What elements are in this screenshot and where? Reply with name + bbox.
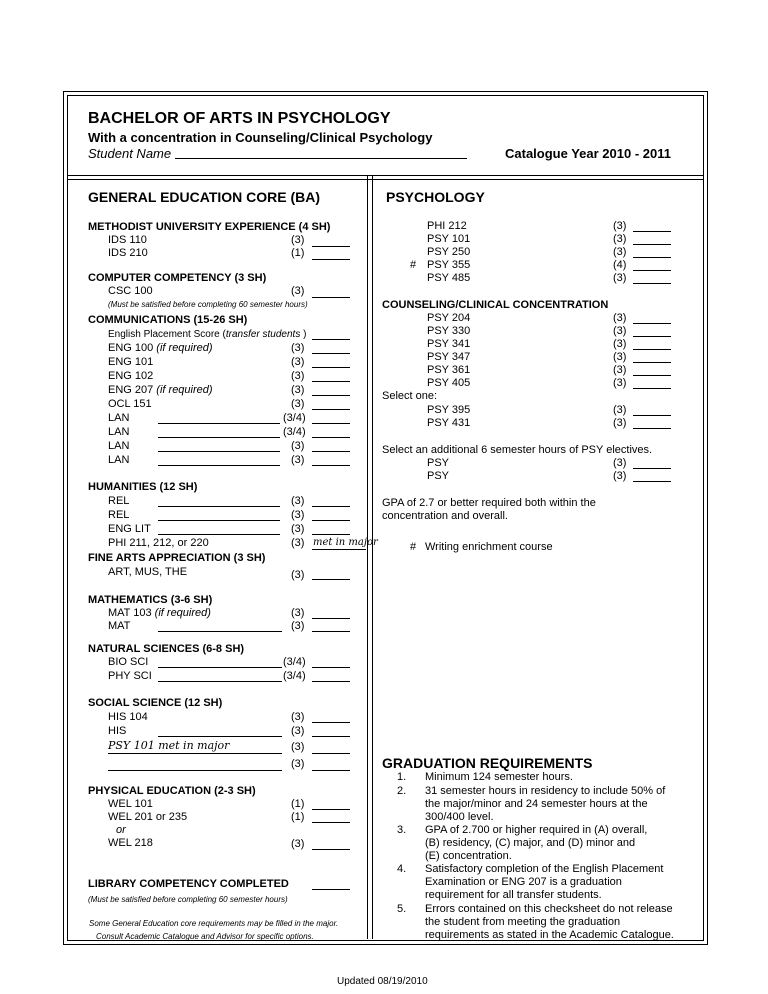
course-psy431: PSY 431 [427, 417, 471, 429]
hours-phy-sci: (3/4) [283, 670, 306, 682]
social-heading: SOCIAL SCIENCE (12 SH) [88, 697, 223, 709]
blank-art-mus-the[interactable] [312, 579, 350, 580]
hours-mat: (3) [291, 620, 305, 632]
hours-psy250: (3) [613, 246, 627, 258]
blank-eng100[interactable] [312, 353, 350, 354]
library-note: (Must be satisfied before completing 60 semester hours) [88, 895, 288, 904]
hours-lan-1: (3/4) [283, 412, 306, 424]
blank-psy101[interactable] [633, 244, 671, 245]
course-phy-sci: PHY SCI [108, 670, 152, 682]
hours-social-elective-1: (3) [291, 741, 305, 753]
blank-phy-sci[interactable] [312, 681, 350, 682]
pe-or: or [116, 824, 126, 836]
grad-num-4: 4. [397, 863, 407, 875]
lan-3-field[interactable] [158, 451, 280, 452]
course-eng207-code: ENG 207 [108, 384, 154, 396]
hours-psy395: (3) [613, 404, 627, 416]
blank-psy361[interactable] [633, 375, 671, 376]
grad-item-2-line1: 31 semester hours in residency to include 50% of [425, 785, 666, 797]
course-eng-lit: ENG LIT [108, 523, 151, 535]
course-psy405: PSY 405 [427, 377, 471, 389]
hours-art-mus-the: (3) [291, 569, 305, 581]
blank-ids110[interactable] [312, 246, 350, 247]
course-psy341: PSY 341 [427, 338, 471, 350]
lan-2-field[interactable] [158, 437, 280, 438]
social-elective-2-field[interactable] [108, 770, 282, 771]
blank-psy330[interactable] [633, 336, 671, 337]
library-heading: LIBRARY COMPETENCY COMPLETED [88, 878, 289, 890]
blank-bio-sci[interactable] [312, 667, 350, 668]
placement-score-label [108, 329, 306, 340]
course-wel218: WEL 218 [108, 837, 153, 849]
grad-num-2: 2. [397, 785, 407, 797]
hours-psy330: (3) [613, 325, 627, 337]
blank-library[interactable] [312, 889, 350, 890]
gpa-note-line2: concentration and overall. [382, 510, 508, 522]
course-art-mus-the: ART, MUS, THE [108, 566, 188, 578]
hours-psy-elective-2: (3) [613, 470, 627, 482]
hours-lan-4: (3) [291, 454, 305, 466]
grad-item-5-line2: the student from meeting the graduation [425, 916, 621, 928]
blank-rel-2[interactable] [312, 520, 350, 521]
grad-num-3: 3. [397, 824, 407, 836]
student-name-label: Student Name [88, 146, 172, 161]
hours-ids210: (1) [291, 247, 305, 259]
course-eng207 [108, 384, 213, 396]
blank-lan-2[interactable] [312, 437, 350, 438]
course-his104: HIS 104 [108, 711, 148, 723]
course-wel101: WEL 101 [108, 798, 153, 810]
hours-csc100: (3) [291, 285, 305, 297]
course-ocl151: OCL 151 [108, 398, 152, 410]
his-field[interactable] [158, 736, 282, 737]
hours-phi212: (3) [613, 220, 627, 232]
blank-psy341[interactable] [633, 349, 671, 350]
course-ids110: IDS 110 [108, 234, 147, 246]
placement-suffix: ) [300, 329, 307, 340]
humanities-heading: HUMANITIES (12 SH) [88, 481, 198, 493]
rel-1-field[interactable] [158, 506, 280, 507]
hours-psy347: (3) [613, 351, 627, 363]
course-lan-2: LAN [108, 426, 130, 438]
hours-psy361: (3) [613, 364, 627, 376]
grad-item-3-line1: GPA of 2.700 or higher required in (A) overall, [425, 824, 648, 836]
hours-social-elective-2: (3) [291, 758, 305, 770]
hours-ids110: (3) [291, 234, 305, 246]
grad-item-1: Minimum 124 semester hours. [425, 771, 573, 783]
grad-item-2-line3: 300/400 level. [425, 811, 494, 823]
psychology-title: PSYCHOLOGY [386, 189, 485, 205]
course-eng100 [108, 342, 213, 354]
blank-his[interactable] [312, 736, 350, 737]
eng-lit-field[interactable] [158, 534, 280, 535]
blank-social-elective-1[interactable] [312, 753, 350, 754]
course-psy485: PSY 485 [427, 272, 471, 284]
lan-1-field[interactable] [158, 423, 280, 424]
natural-heading: NATURAL SCIENCES (6-8 SH) [88, 643, 245, 655]
blank-eng-lit[interactable] [312, 534, 350, 535]
course-mat103-code: MAT 103 [108, 607, 152, 619]
course-eng207-qualifier: (if required) [153, 384, 213, 396]
course-psy361: PSY 361 [427, 364, 471, 376]
footer-note-2: Consult Academic Catalogue and Advisor for specific options. [96, 932, 314, 941]
hours-psy101: (3) [613, 233, 627, 245]
hours-bio-sci: (3/4) [283, 656, 306, 668]
hours-psy431: (3) [613, 417, 627, 429]
updated-date: Updated 08/19/2010 [337, 976, 428, 987]
grad-item-5-line1: Errors contained on this checksheet do not release [425, 903, 673, 915]
course-psy395: PSY 395 [427, 404, 471, 416]
footer-note-1: Some General Education core requirements may be filled in the major. [89, 919, 339, 928]
hours-lan-3: (3) [291, 440, 305, 452]
hours-eng100: (3) [291, 342, 305, 354]
blank-social-elective-2[interactable] [312, 770, 350, 771]
blank-psy347[interactable] [633, 362, 671, 363]
course-ids210: IDS 210 [108, 247, 148, 259]
concentration-heading: COUNSELING/CLINICAL CONCENTRATION [382, 299, 609, 311]
hours-wel218: (3) [291, 838, 305, 850]
course-psy250: PSY 250 [427, 246, 471, 258]
hours-psy405: (3) [613, 377, 627, 389]
placement-italic: transfer students [225, 329, 301, 340]
hours-lan-2: (3/4) [283, 426, 306, 438]
social-elective-1-field[interactable] [108, 753, 282, 754]
lan-4-field[interactable] [158, 465, 280, 466]
course-wel201: WEL 201 or 235 [108, 811, 188, 823]
blank-phi[interactable] [312, 549, 366, 550]
hours-phi: (3) [291, 537, 305, 549]
page-title: BACHELOR OF ARTS IN PSYCHOLOGY [88, 110, 391, 127]
placement-prefix: English Placement Score ( [108, 329, 226, 340]
column-divider [367, 175, 373, 939]
blank-psy355[interactable] [633, 270, 671, 271]
blank-psy395[interactable] [633, 415, 671, 416]
grad-item-4-line2: Examination or ENG 207 is a graduation [425, 876, 622, 888]
blank-mat103[interactable] [312, 618, 350, 619]
writing-mark-psy355: # [410, 259, 417, 271]
handwritten-psy101-met: PSY 101 met in major [108, 739, 230, 752]
fine-arts-heading: FINE ARTS APPRECIATION (3 SH) [88, 552, 266, 564]
communications-heading: COMMUNICATIONS (15-26 SH) [88, 314, 248, 326]
course-rel-2: REL [108, 509, 130, 521]
course-phi212: PHI 212 [427, 220, 467, 232]
blank-psy485[interactable] [633, 283, 671, 284]
hours-eng102: (3) [291, 370, 305, 382]
handwritten-met-in-major: met in major [313, 537, 378, 548]
blank-lan-4[interactable] [312, 465, 350, 466]
rel-2-field[interactable] [158, 520, 280, 521]
student-name-field[interactable] [175, 158, 467, 159]
header-divider-2 [67, 179, 704, 180]
course-eng101: ENG 101 [108, 356, 154, 368]
hours-rel-1: (3) [291, 495, 305, 507]
course-psy101: PSY 101 [427, 233, 471, 245]
grad-item-3-line3: (E) concentration. [425, 850, 512, 862]
blank-phi212[interactable] [633, 231, 671, 232]
course-phi: PHI 211, 212, or 220 [108, 537, 209, 549]
mue-heading: METHODIST UNIVERSITY EXPERIENCE (4 SH) [88, 221, 331, 233]
course-psy-elective-2: PSY [427, 470, 450, 482]
hours-his104: (3) [291, 711, 305, 723]
course-mat103 [108, 607, 211, 619]
header-divider [67, 175, 704, 176]
math-heading: MATHEMATICS (3-6 SH) [88, 594, 213, 606]
hours-his: (3) [291, 725, 305, 737]
grad-item-3-line2: (B) residency, (C) major, and (D) minor and [425, 837, 636, 849]
grad-num-5: 5. [397, 903, 407, 915]
course-psy355: PSY 355 [427, 259, 471, 271]
course-eng102: ENG 102 [108, 370, 154, 382]
blank-eng102[interactable] [312, 381, 350, 382]
hours-psy-elective-1: (3) [613, 457, 627, 469]
hours-eng-lit: (3) [291, 523, 305, 535]
catalogue-year: Catalogue Year 2010 - 2011 [505, 146, 671, 161]
course-eng100-code: ENG 100 [108, 342, 154, 354]
blank-wel101[interactable] [312, 809, 350, 810]
course-psy-elective-1: PSY [427, 457, 450, 469]
blank-ocl151[interactable] [312, 409, 350, 410]
hours-wel101: (1) [291, 798, 305, 810]
course-psy347: PSY 347 [427, 351, 471, 363]
computer-heading: COMPUTER COMPETENCY (3 SH) [88, 272, 267, 284]
select-one-label: Select one: [382, 390, 438, 402]
hours-psy485: (3) [613, 272, 627, 284]
graduation-title: GRADUATION REQUIREMENTS [382, 755, 593, 771]
grad-item-2-line2: the major/minor and 24 semester hours at the [425, 798, 648, 810]
phy-sci-field[interactable] [158, 681, 282, 682]
blank-rel-1[interactable] [312, 506, 350, 507]
blank-his104[interactable] [312, 722, 350, 723]
blank-psy405[interactable] [633, 388, 671, 389]
writing-mark: # [410, 541, 417, 553]
blank-lan-1[interactable] [312, 423, 350, 424]
course-his: HIS [108, 725, 127, 737]
blank-psy-elective-2[interactable] [633, 481, 671, 482]
blank-psy431[interactable] [633, 428, 671, 429]
blank-eng207[interactable] [312, 395, 350, 396]
hours-psy341: (3) [613, 338, 627, 350]
blank-psy204[interactable] [633, 323, 671, 324]
page-subtitle: With a concentration in Counseling/Clinical Psychology [88, 130, 433, 145]
hours-eng101: (3) [291, 356, 305, 368]
gpa-note-line1: GPA of 2.7 or better required both within the [382, 497, 596, 509]
course-mat: MAT [108, 620, 131, 632]
computer-note: (Must be satisfied before completing 60 semester hours) [108, 300, 308, 309]
hours-wel201: (1) [291, 811, 305, 823]
course-lan-1: LAN [108, 412, 130, 424]
course-lan-4: LAN [108, 454, 130, 466]
blank-lan-3[interactable] [312, 451, 350, 452]
course-eng100-qualifier: (if required) [153, 342, 213, 354]
hours-rel-2: (3) [291, 509, 305, 521]
electives-text: Select an additional 6 semester hours of PSY electives. [382, 444, 653, 456]
blank-mat[interactable] [312, 631, 350, 632]
mat-field[interactable] [158, 631, 282, 632]
grad-item-5-line3: requirements as stated in the Academic Catalogue. [425, 929, 674, 941]
hours-psy355: (4) [613, 259, 627, 271]
blank-ids210[interactable] [312, 259, 350, 260]
grad-item-4-line3: requirement for all transfer students. [425, 889, 602, 901]
hours-eng207: (3) [291, 384, 305, 396]
blank-psy250[interactable] [633, 257, 671, 258]
blank-eng101[interactable] [312, 367, 350, 368]
writing-note: Writing enrichment course [425, 541, 553, 553]
pe-heading: PHYSICAL EDUCATION (2-3 SH) [88, 785, 256, 797]
course-psy330: PSY 330 [427, 325, 471, 337]
course-rel-1: REL [108, 495, 130, 507]
blank-wel201[interactable] [312, 822, 350, 823]
course-csc100: CSC 100 [108, 285, 153, 297]
blank-placement[interactable] [312, 339, 350, 340]
course-bio-sci: BIO SCI [108, 656, 149, 668]
course-psy204: PSY 204 [427, 312, 471, 324]
hours-psy204: (3) [613, 312, 627, 324]
grad-item-4-line1: Satisfactory completion of the English Placement [425, 863, 664, 875]
gen-ed-title: GENERAL EDUCATION CORE (BA) [88, 189, 321, 205]
blank-wel218[interactable] [312, 849, 350, 850]
hours-ocl151: (3) [291, 398, 305, 410]
grad-num-1: 1. [397, 771, 407, 783]
bio-sci-field[interactable] [158, 667, 282, 668]
course-mat103-qualifier: (if required) [151, 607, 211, 619]
course-lan-3: LAN [108, 440, 130, 452]
blank-psy-elective-1[interactable] [633, 468, 671, 469]
blank-csc100[interactable] [312, 297, 350, 298]
hours-mat103: (3) [291, 607, 305, 619]
